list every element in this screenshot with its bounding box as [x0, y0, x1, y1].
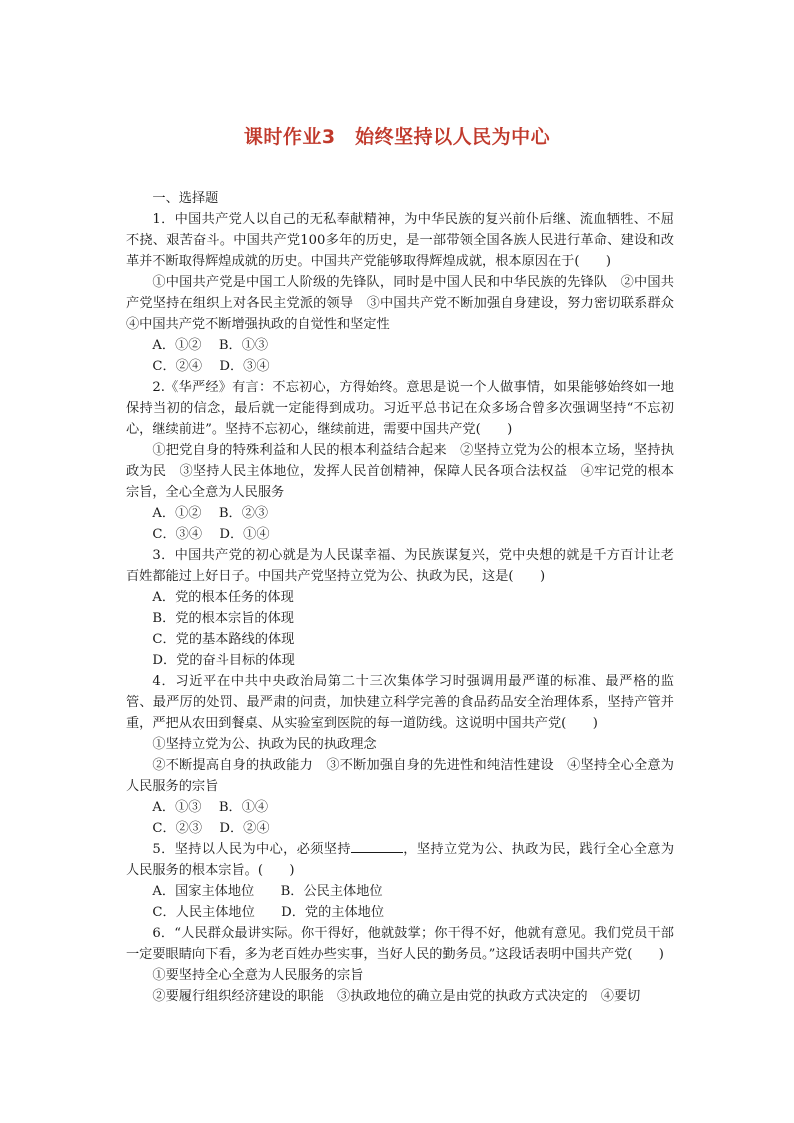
question-3-option-c: C．党的基本路线的体现 — [152, 632, 295, 647]
question-3-option-a: A．党的根本任务的体现 — [152, 590, 294, 605]
question-5-stem-part-2: ，坚持立党为公、执政为民，践行全心全意为人民服务的根本宗旨。( ) — [126, 842, 675, 878]
question-4-stem: 4．习近平在中共中央政治局第二十三次集体学习时强调用最严谨的标准、最严格的监管、最严厉的处罚、最严肃的问责，加快建立科学完善的食品药品安全治理体系，坚持产管并重，严把从农田到餐桌、从实验室到医院的每一道防线。这说明中国共产党( ) — [126, 674, 674, 731]
fill-in-blank — [351, 840, 403, 853]
question-4-items: ②不断提高自身的执政能力 ③不断加强自身的先进性和纯洁性建设 ④坚持全心全意为人民服务的宗旨 — [126, 758, 674, 794]
question-list — [126, 188, 688, 1007]
question-5-options-row-1: A．国家主体地位 B．公民主体地位 — [152, 884, 383, 899]
question-1-items: ①中国共产党是中国工人阶级的先锋队，同时是中国人民和中华民族的先锋队 ②中国共产党坚持在组织上对各民主党派的领导 ③中国共产党不断加强自身建设，努力密切联系群众 ④中国共产党不断增强执政的自觉性和坚定性 — [126, 275, 688, 332]
question-2-options-row-2: C．③④ D．①④ — [152, 527, 270, 542]
question-1-options-row-2: C．②④ D．③④ — [152, 359, 270, 374]
question-5-stem-part-1: 5．坚持以人民为中心，必须坚持 — [152, 842, 351, 857]
question-5-stem — [126, 839, 674, 881]
question-6-items: ②要履行组织经济建设的职能 ③执政地位的确立是由党的执政方式决定的 ④要切 — [152, 989, 641, 1004]
question-3-option-b: B．党的根本宗旨的体现 — [152, 611, 294, 626]
question-6-stem: 6．“人民群众最讲实际。你干得好，他就鼓掌；你干得不好，他就有意见。我们党员干部一定要眼睛向下看，多为老百姓办些实事，当好人民的勤务员。”这段话表明中国共产党( ) — [126, 926, 674, 962]
question-4-item-1: ①坚持立党为公、执政为民的执政理念 — [152, 737, 377, 752]
page-title: 课时作业3 始终坚持以人民为中心 — [243, 126, 551, 148]
question-2-options-row-1: A．①② B．②③ — [152, 506, 269, 521]
question-2-items: ①把党自身的特殊利益和人民的根本利益结合起来 ②坚持立党为公的根本立场，坚持执政为民 ③坚持人民主体地位，发挥人民首创精神，保障人民各项合法权益 ④牢记党的根本宗旨，全心全意为人民服务 — [126, 443, 674, 500]
question-5-options-row-2: C．人民主体地位 D．党的主体地位 — [152, 905, 385, 920]
question-3-stem: 3．中国共产党的初心就是为人民谋幸福、为民族谋复兴，党中央想的就是千方百计让老百姓都能过上好日子。中国共产党坚持立党为公、执政为民，这是( ) — [126, 548, 674, 584]
question-6-item-1: ①要坚持全心全意为人民服务的宗旨 — [152, 968, 364, 983]
section-heading: 一、选择题 — [152, 191, 219, 206]
question-4-options-row-1: A．①③ B．①④ — [152, 800, 269, 815]
question-1-stem: 1．中国共产党人以自己的无私奉献精神，为中华民族的复兴前仆后继、流血牺牲、不屈不挠、艰苦奋斗。中国共产党100多年的历史，是一部带领全国各族人民进行革命、建设和改革并不断取得辉煌成就的历史。中国共产党能够取得辉煌成就，根本原因在于( ) — [126, 212, 674, 269]
question-4-options-row-2: C．②③ D．②④ — [152, 821, 270, 836]
question-2-stem: 2.《华严经》有言：不忘初心，方得始终。意思是说一个人做事情，如果能够始终如一地保持当初的信念，最后就一定能得到成功。习近平总书记在众多场合曾多次强调坚持“不忘初心，继续前进”。坚持不忘初心，继续前进，需要中国共产党( ) — [126, 380, 674, 437]
question-1-options-row-1: A．①② B．①③ — [152, 338, 269, 353]
question-3-option-d: D．党的奋斗目标的体现 — [152, 653, 295, 668]
